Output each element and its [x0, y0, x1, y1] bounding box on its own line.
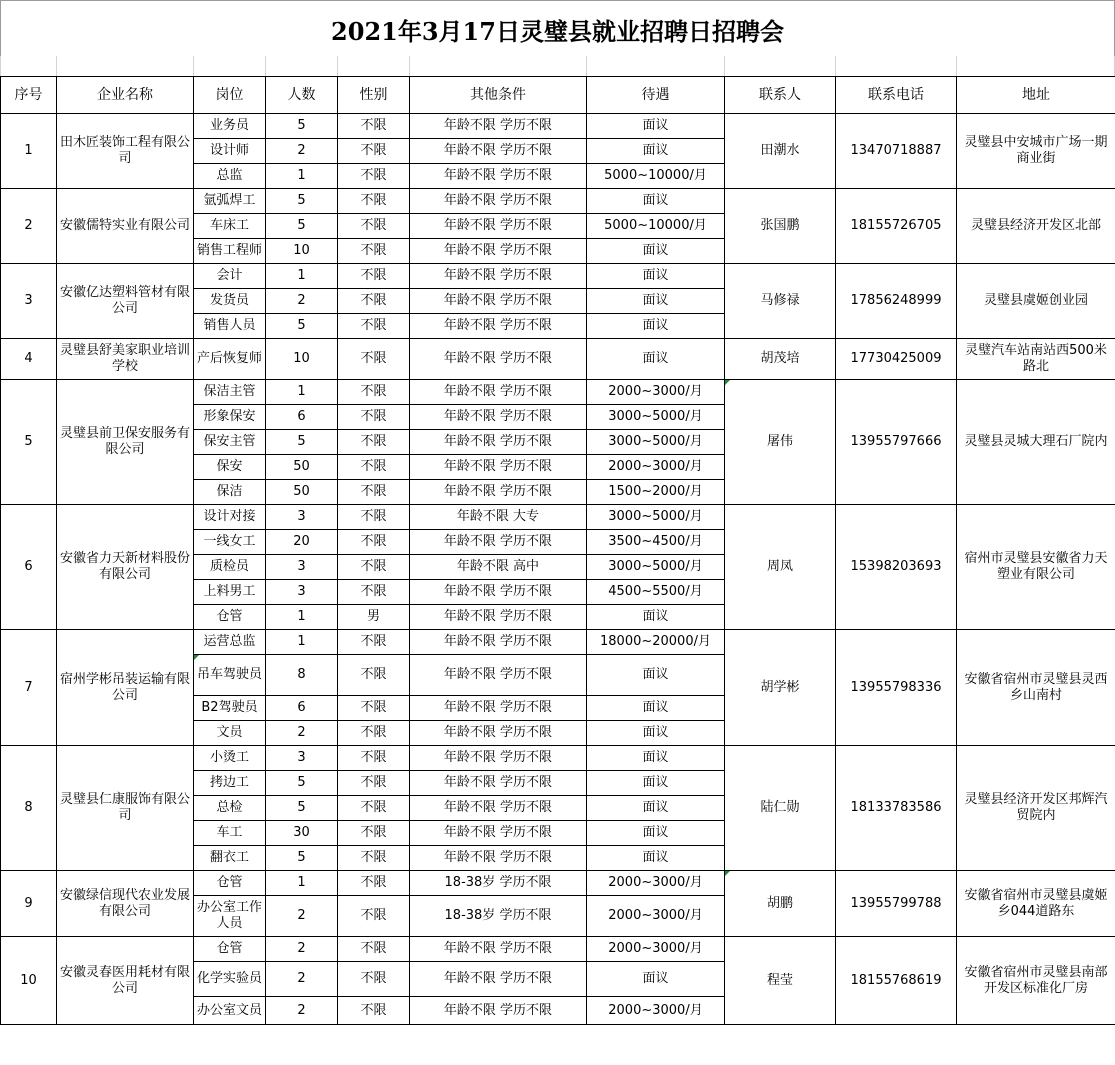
contact-cell: 胡学彬: [725, 630, 836, 746]
company-name-cell: 灵璧县仁康服饰有限公司: [57, 746, 194, 871]
company-no-cell: 5: [1, 380, 57, 505]
count-cell: 3: [266, 505, 338, 530]
gender-cell: 不限: [338, 796, 410, 821]
table-row: [1, 630, 1115, 655]
gender-cell: 不限: [338, 239, 410, 264]
gender-cell: 不限: [338, 997, 410, 1025]
gender-cell: 不限: [338, 314, 410, 339]
company-name-cell: 安徽省力天新材料股份有限公司: [57, 505, 194, 630]
header-cell-pay: 待遇: [587, 77, 725, 114]
company-no-cell: 2: [1, 189, 57, 264]
gender-cell: 不限: [338, 380, 410, 405]
pay-cell: 3000~5000/月: [587, 405, 725, 430]
count-cell: 10: [266, 339, 338, 380]
post-cell: 设计师: [194, 139, 266, 164]
post-cell: 车工: [194, 821, 266, 846]
pay-cell: 面议: [587, 746, 725, 771]
gender-cell: 不限: [338, 455, 410, 480]
table-row: [1, 937, 1115, 962]
phone-cell: 13955799788: [836, 871, 957, 937]
company-name-cell: 安徽儒特实业有限公司: [57, 189, 194, 264]
count-cell: 3: [266, 746, 338, 771]
contact-cell: 胡茂培: [725, 339, 836, 380]
gender-cell: 不限: [338, 164, 410, 189]
post-cell: 销售人员: [194, 314, 266, 339]
address-cell: 灵璧县虞姬创业园: [957, 264, 1115, 339]
gender-cell: 不限: [338, 746, 410, 771]
post-cell: 质检员: [194, 555, 266, 580]
company-name-cell: 灵璧县前卫保安服务有限公司: [57, 380, 194, 505]
phone-cell: 17856248999: [836, 264, 957, 339]
header-cell-count: 人数: [266, 77, 338, 114]
post-cell: 会计: [194, 264, 266, 289]
count-cell: 2: [266, 937, 338, 962]
company-no-cell: 3: [1, 264, 57, 339]
conditions-cell: 年龄不限 学历不限: [410, 580, 587, 605]
gender-cell: 不限: [338, 555, 410, 580]
count-cell: 6: [266, 696, 338, 721]
post-cell: 仓管: [194, 871, 266, 896]
company-no-cell: 9: [1, 871, 57, 937]
post-cell: 设计对接: [194, 505, 266, 530]
address-cell: 灵璧汽车站南站西500米路北: [957, 339, 1115, 380]
conditions-cell: 年龄不限 学历不限: [410, 746, 587, 771]
conditions-cell: 年龄不限 学历不限: [410, 380, 587, 405]
post-cell: 保洁: [194, 480, 266, 505]
post-cell: 保洁主管: [194, 380, 266, 405]
company-name-cell: 宿州学彬吊装运输有限公司: [57, 630, 194, 746]
pay-cell: 面议: [587, 962, 725, 997]
count-cell: 1: [266, 164, 338, 189]
count-cell: 6: [266, 405, 338, 430]
count-cell: 3: [266, 555, 338, 580]
header-cell-no: 序号: [1, 77, 57, 114]
conditions-cell: 年龄不限 学历不限: [410, 530, 587, 555]
gender-cell: 不限: [338, 937, 410, 962]
table-row: [1, 746, 1115, 771]
pay-cell: 面议: [587, 289, 725, 314]
gender-cell: 不限: [338, 871, 410, 896]
page-title: 2021年3月17日灵璧县就业招聘日招聘会: [0, 0, 1115, 57]
pay-cell: 3000~5000/月: [587, 505, 725, 530]
gender-cell: 不限: [338, 214, 410, 239]
gender-cell: 不限: [338, 289, 410, 314]
count-cell: 2: [266, 139, 338, 164]
contact-cell: 马修禄: [725, 264, 836, 339]
gender-cell: 不限: [338, 821, 410, 846]
count-cell: 5: [266, 114, 338, 139]
gender-cell: 不限: [338, 655, 410, 696]
header-cell-conditions: 其他条件: [410, 77, 587, 114]
count-cell: 2: [266, 997, 338, 1025]
header-cell-company: 企业名称: [57, 77, 194, 114]
post-cell: 保安: [194, 455, 266, 480]
conditions-cell: 年龄不限 学历不限: [410, 846, 587, 871]
gender-cell: 不限: [338, 771, 410, 796]
count-cell: 5: [266, 214, 338, 239]
post-cell: 办公室文员: [194, 997, 266, 1025]
conditions-cell: 年龄不限 高中: [410, 555, 587, 580]
conditions-cell: 年龄不限 学历不限: [410, 630, 587, 655]
phone-cell: 13955797666: [836, 380, 957, 505]
conditions-cell: 年龄不限 学历不限: [410, 605, 587, 630]
header-cell-gender: 性别: [338, 77, 410, 114]
count-cell: 2: [266, 896, 338, 937]
table-row: [1, 264, 1115, 289]
contact-cell: 胡鹏: [725, 871, 836, 937]
pay-cell: 面议: [587, 189, 725, 214]
post-cell: 运营总监: [194, 630, 266, 655]
pay-cell: 5000~10000/月: [587, 214, 725, 239]
address-cell: 灵璧县经济开发区北部: [957, 189, 1115, 264]
address-cell: 安徽省宿州市灵璧县南部开发区标准化厂房: [957, 937, 1115, 1025]
count-cell: 5: [266, 189, 338, 214]
post-cell: 文员: [194, 721, 266, 746]
conditions-cell: 年龄不限 学历不限: [410, 189, 587, 214]
header-cell-post: 岗位: [194, 77, 266, 114]
gender-cell: 不限: [338, 505, 410, 530]
gender-cell: 不限: [338, 405, 410, 430]
conditions-cell: 18-38岁 学历不限: [410, 896, 587, 937]
conditions-cell: 年龄不限 学历不限: [410, 771, 587, 796]
count-cell: 2: [266, 962, 338, 997]
count-cell: 5: [266, 314, 338, 339]
pay-cell: 面议: [587, 339, 725, 380]
gender-cell: 不限: [338, 480, 410, 505]
post-cell: 一线女工: [194, 530, 266, 555]
pay-cell: 面议: [587, 771, 725, 796]
pay-cell: 面议: [587, 821, 725, 846]
count-cell: 1: [266, 871, 338, 896]
post-cell: 总检: [194, 796, 266, 821]
conditions-cell: 年龄不限 学历不限: [410, 264, 587, 289]
company-no-cell: 4: [1, 339, 57, 380]
company-name-cell: 灵璧县舒美家职业培训学校: [57, 339, 194, 380]
pay-cell: 3500~4500/月: [587, 530, 725, 555]
gender-cell: 不限: [338, 189, 410, 214]
company-name-cell: 安徽亿达塑料管材有限公司: [57, 264, 194, 339]
company-no-cell: 10: [1, 937, 57, 1025]
post-cell: 仓管: [194, 937, 266, 962]
gender-cell: 不限: [338, 430, 410, 455]
pay-cell: 2000~3000/月: [587, 937, 725, 962]
post-cell: 上料男工: [194, 580, 266, 605]
conditions-cell: 年龄不限 学历不限: [410, 962, 587, 997]
pay-cell: 2000~3000/月: [587, 455, 725, 480]
conditions-cell: 年龄不限 学历不限: [410, 696, 587, 721]
pay-cell: 3000~5000/月: [587, 430, 725, 455]
gender-cell: 不限: [338, 696, 410, 721]
gender-cell: 不限: [338, 846, 410, 871]
contact-cell: 田潮水: [725, 114, 836, 189]
contact-cell: 张国鹏: [725, 189, 836, 264]
conditions-cell: 年龄不限 学历不限: [410, 430, 587, 455]
company-no-cell: 8: [1, 746, 57, 871]
phone-cell: 13955798336: [836, 630, 957, 746]
table-row: [1, 114, 1115, 139]
post-cell: 翻衣工: [194, 846, 266, 871]
pay-cell: 2000~3000/月: [587, 997, 725, 1025]
gender-cell: 不限: [338, 721, 410, 746]
conditions-cell: 年龄不限 学历不限: [410, 796, 587, 821]
pay-cell: 面议: [587, 721, 725, 746]
table-row: [1, 505, 1115, 530]
phone-cell: 15398203693: [836, 505, 957, 630]
address-cell: 灵璧县灵城大理石厂院内: [957, 380, 1115, 505]
company-no-cell: 1: [1, 114, 57, 189]
gender-cell: 不限: [338, 339, 410, 380]
gender-cell: 不限: [338, 962, 410, 997]
count-cell: 3: [266, 580, 338, 605]
table-row: [1, 871, 1115, 896]
count-cell: 8: [266, 655, 338, 696]
count-cell: 1: [266, 630, 338, 655]
table-row: [1, 339, 1115, 380]
conditions-cell: 年龄不限 学历不限: [410, 164, 587, 189]
count-cell: 2: [266, 721, 338, 746]
post-cell: [194, 239, 266, 264]
count-cell: 30: [266, 821, 338, 846]
pay-cell: 面议: [587, 655, 725, 696]
post-cell: 总监: [194, 164, 266, 189]
conditions-cell: 年龄不限 学历不限: [410, 480, 587, 505]
gender-cell: 不限: [338, 580, 410, 605]
count-cell: 2: [266, 289, 338, 314]
blank-spacer-row: [0, 56, 1115, 76]
gender-cell: 不限: [338, 530, 410, 555]
header-row: [1, 77, 1115, 114]
conditions-cell: 年龄不限 学历不限: [410, 339, 587, 380]
count-cell: 1: [266, 264, 338, 289]
post-cell: B2驾驶员: [194, 696, 266, 721]
conditions-cell: 年龄不限 学历不限: [410, 114, 587, 139]
post-cell: 吊车驾驶员: [194, 655, 266, 696]
address-cell: 灵璧县经济开发区邦辉汽贸院内: [957, 746, 1115, 871]
post-cell: 产后恢复师: [194, 339, 266, 380]
post-cell: 发货员: [194, 289, 266, 314]
count-cell: 50: [266, 455, 338, 480]
contact-cell: 周凤: [725, 505, 836, 630]
pay-cell: 面议: [587, 314, 725, 339]
pay-cell: 2000~3000/月: [587, 896, 725, 937]
count-cell: 5: [266, 846, 338, 871]
count-cell: 20: [266, 530, 338, 555]
address-cell: 宿州市灵璧县安徽省力天塑业有限公司: [957, 505, 1115, 630]
pay-cell: 面议: [587, 264, 725, 289]
contact-cell: 屠伟: [725, 380, 836, 505]
contact-cell: 程莹: [725, 937, 836, 1025]
phone-cell: 18155726705: [836, 189, 957, 264]
pay-cell: 面议: [587, 114, 725, 139]
recruitment-table: [0, 76, 1115, 1025]
company-no-cell: 6: [1, 505, 57, 630]
post-cell: 化学实验员: [194, 962, 266, 997]
post-cell: 保安主管: [194, 430, 266, 455]
post-cell: 业务员: [194, 114, 266, 139]
gender-cell: 不限: [338, 139, 410, 164]
company-name-cell: 安徽灵春医用耗材有限公司: [57, 937, 194, 1025]
pay-cell: 3000~5000/月: [587, 555, 725, 580]
conditions-cell: 年龄不限 学历不限: [410, 139, 587, 164]
conditions-cell: 年龄不限 大专: [410, 505, 587, 530]
pay-cell: 1500~2000/月: [587, 480, 725, 505]
conditions-cell: 年龄不限 学历不限: [410, 721, 587, 746]
conditions-cell: 年龄不限 学历不限: [410, 455, 587, 480]
conditions-cell: 年龄不限 学历不限: [410, 405, 587, 430]
gender-cell: 男: [338, 605, 410, 630]
table-row: [1, 380, 1115, 405]
header-cell-phone: 联系电话: [836, 77, 957, 114]
pay-cell: 面议: [587, 605, 725, 630]
phone-cell: 18133783586: [836, 746, 957, 871]
phone-cell: 17730425009: [836, 339, 957, 380]
conditions-cell: 年龄不限 学历不限: [410, 239, 587, 264]
gender-cell: 不限: [338, 264, 410, 289]
conditions-cell: 年龄不限 学历不限: [410, 214, 587, 239]
conditions-cell: 年龄不限 学历不限: [410, 289, 587, 314]
pay-cell: 2000~3000/月: [587, 380, 725, 405]
phone-cell: 18155768619: [836, 937, 957, 1025]
pay-cell: 面议: [587, 796, 725, 821]
count-cell: 5: [266, 796, 338, 821]
header-cell-address: 地址: [957, 77, 1115, 114]
pay-cell: 2000~3000/月: [587, 871, 725, 896]
gender-cell: 不限: [338, 630, 410, 655]
contact-cell: 陆仁勋: [725, 746, 836, 871]
pay-cell: 面议: [587, 846, 725, 871]
conditions-cell: 年龄不限 学历不限: [410, 997, 587, 1025]
conditions-cell: 年龄不限 学历不限: [410, 314, 587, 339]
count-cell: 50: [266, 480, 338, 505]
count-cell: 1: [266, 380, 338, 405]
post-text-clipped: 销售工程师: [196, 243, 262, 258]
post-cell: 氩弧焊工: [194, 189, 266, 214]
address-cell: 灵璧县中安城市广场一期商业街: [957, 114, 1115, 189]
pay-cell: 面议: [587, 139, 725, 164]
conditions-cell: 年龄不限 学历不限: [410, 821, 587, 846]
pay-cell: 4500~5500/月: [587, 580, 725, 605]
company-name-cell: 安徽绿信现代农业发展有限公司: [57, 871, 194, 937]
post-cell: 形象保安: [194, 405, 266, 430]
pay-cell: 18000~20000/月: [587, 630, 725, 655]
post-cell: 仓管: [194, 605, 266, 630]
post-cell: 小烫工: [194, 746, 266, 771]
count-cell: 5: [266, 771, 338, 796]
header-cell-contact: 联系人: [725, 77, 836, 114]
address-cell: 安徽省宿州市灵璧县虞姬乡044道路东: [957, 871, 1115, 937]
gender-cell: 不限: [338, 114, 410, 139]
conditions-cell: 年龄不限 学历不限: [410, 655, 587, 696]
conditions-cell: 年龄不限 学历不限: [410, 937, 587, 962]
company-no-cell: 7: [1, 630, 57, 746]
conditions-cell: 18-38岁 学历不限: [410, 871, 587, 896]
post-cell: 拷边工: [194, 771, 266, 796]
address-cell: 安徽省宿州市灵璧县灵西乡山南村: [957, 630, 1115, 746]
pay-cell: 面议: [587, 696, 725, 721]
count-cell: 10: [266, 239, 338, 264]
phone-cell: 13470718887: [836, 114, 957, 189]
count-cell: 5: [266, 430, 338, 455]
post-cell: 车床工: [194, 214, 266, 239]
gender-cell: 不限: [338, 896, 410, 937]
pay-cell: 5000~10000/月: [587, 164, 725, 189]
company-name-cell: 田木匠装饰工程有限公司: [57, 114, 194, 189]
pay-cell: 面议: [587, 239, 725, 264]
post-cell: 办公室工作人员: [194, 896, 266, 937]
table-row: [1, 189, 1115, 214]
count-cell: 1: [266, 605, 338, 630]
